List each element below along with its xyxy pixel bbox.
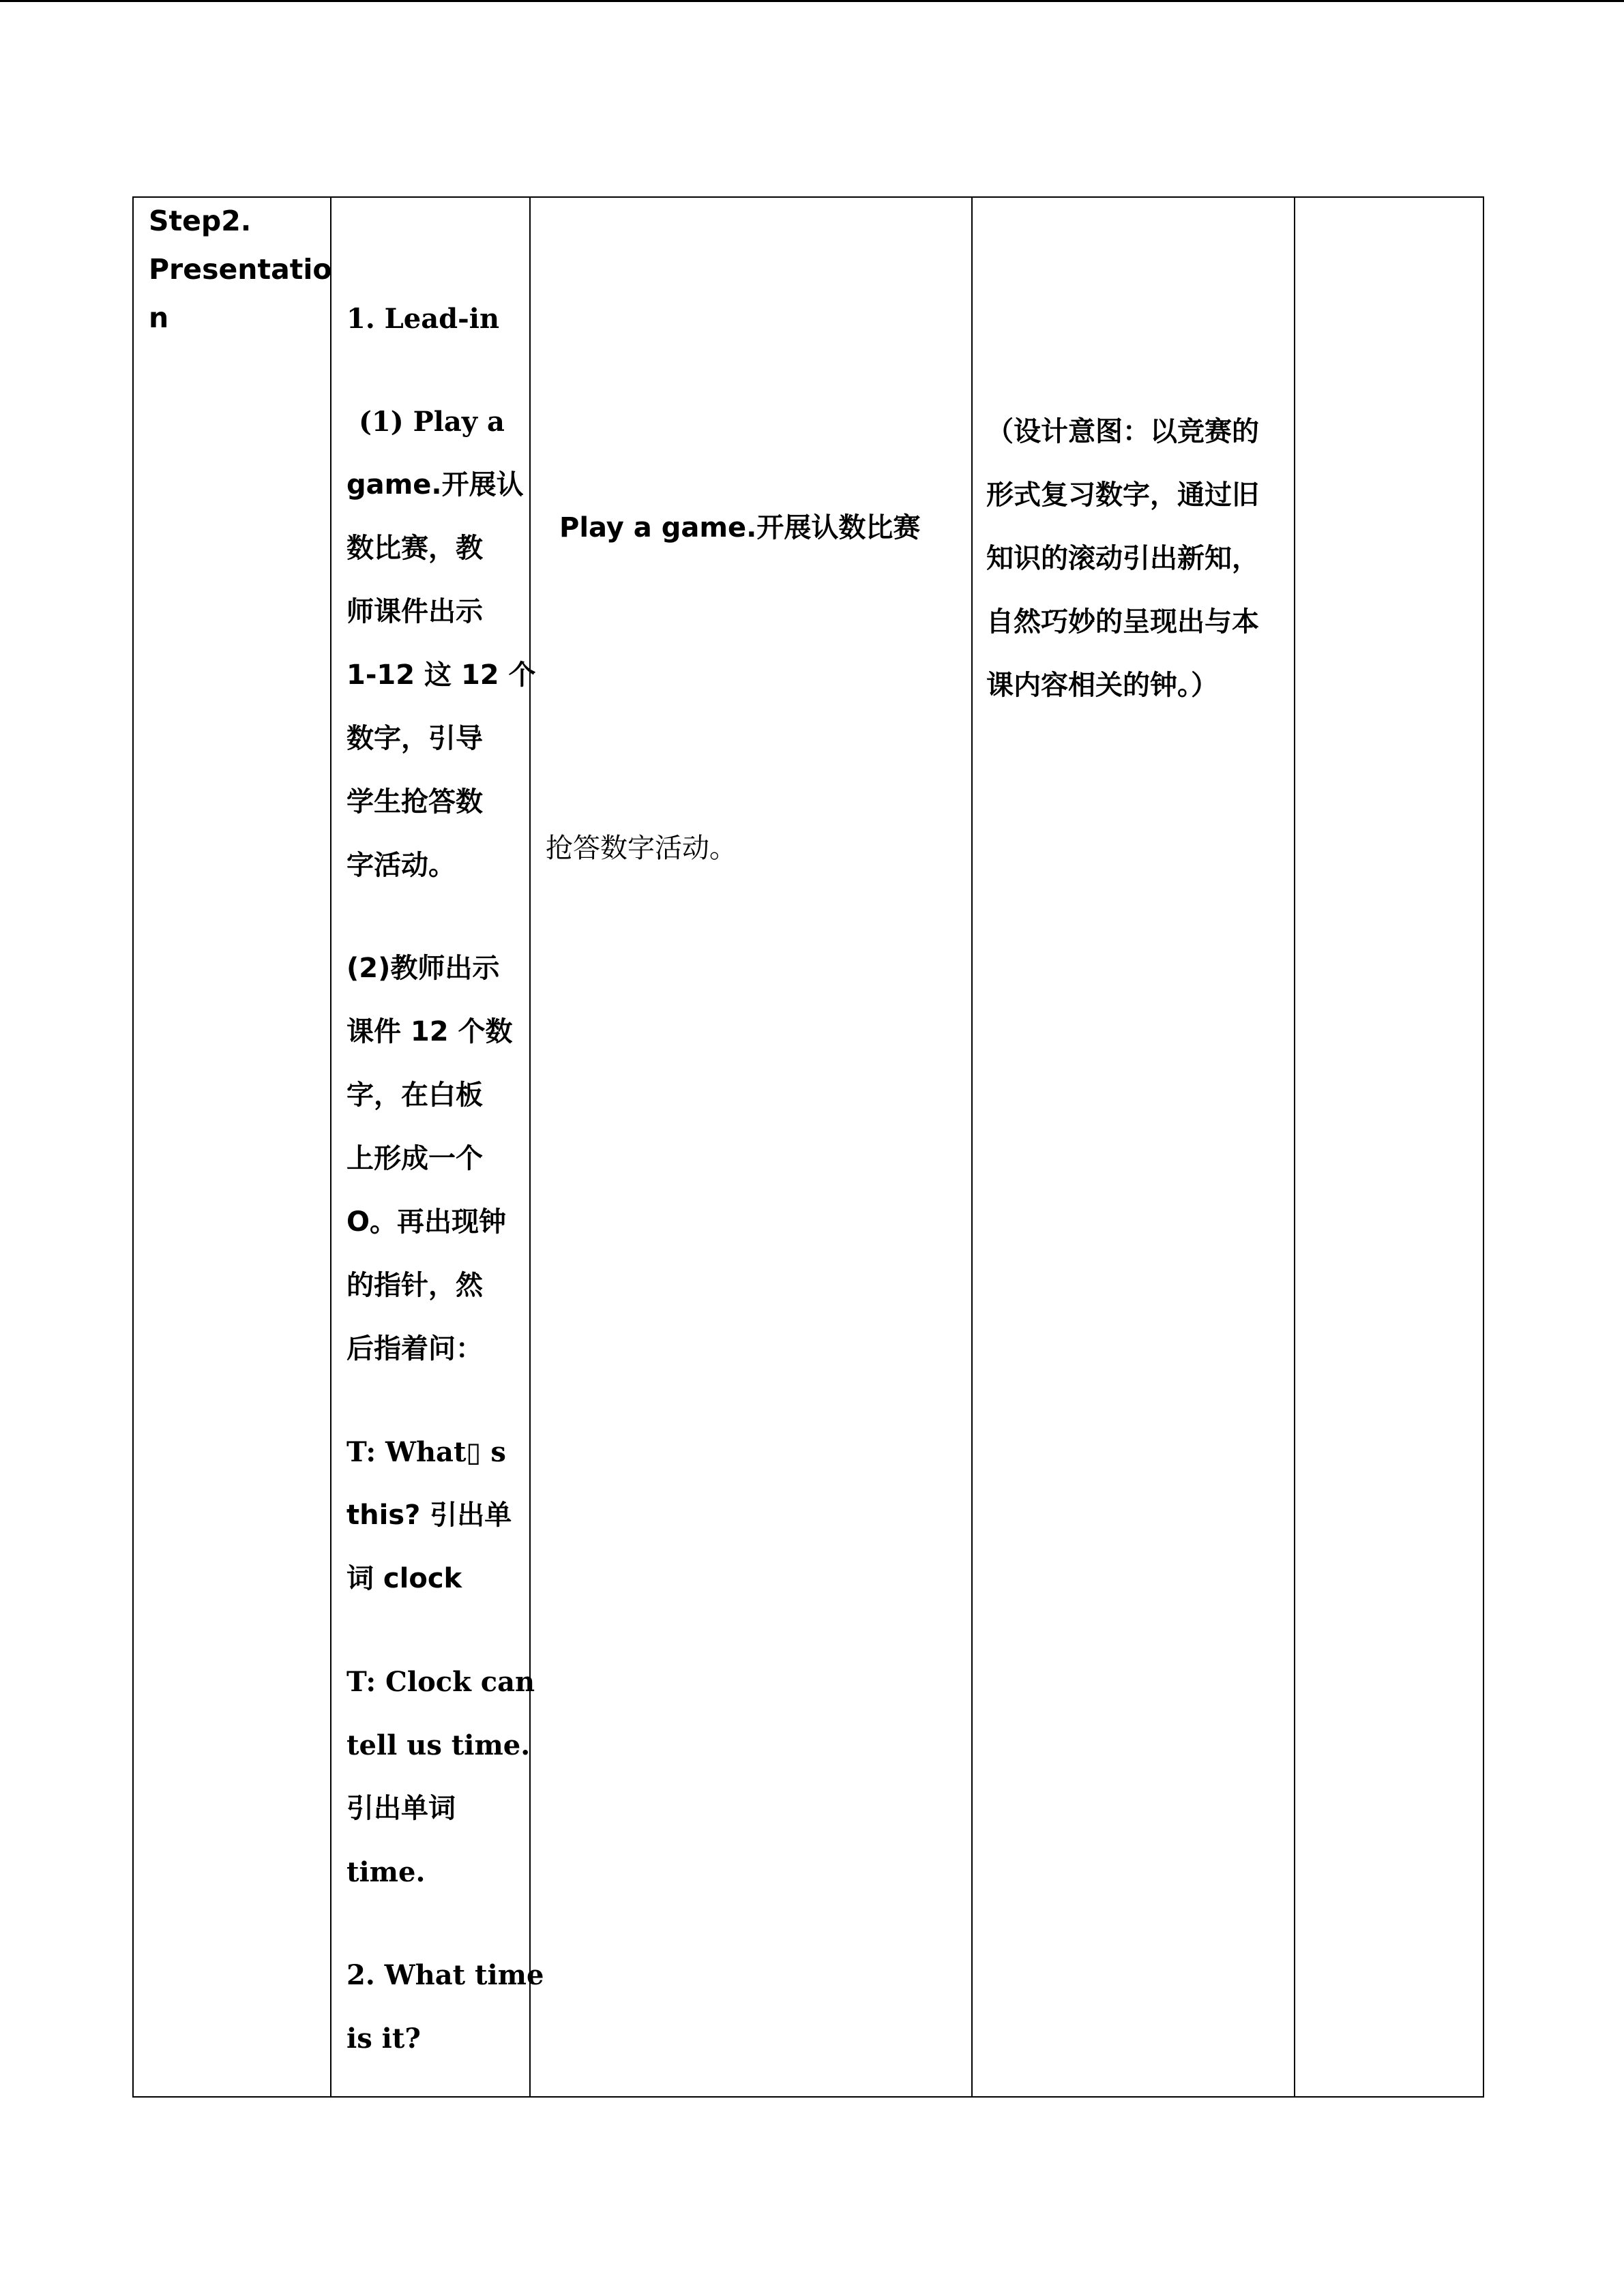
- play-game-line-8: 字活动。: [346, 850, 456, 881]
- clock-time-line-3: 引出单词: [346, 1793, 456, 1824]
- whats-this-line-1: T: What▯ s: [346, 1436, 506, 1468]
- play-game-line-6: 数字，引导: [346, 723, 483, 754]
- student-play-game: Play a game.开展认数比赛: [559, 512, 921, 543]
- page-top-rule: [0, 0, 1624, 2]
- step-label-line-1: Step2.: [149, 205, 252, 237]
- design-intent-line-2: 形式复习数字，通过旧: [986, 479, 1259, 511]
- notes-column: [1294, 198, 1486, 2096]
- lesson-plan-table: [132, 196, 1484, 2098]
- teacher-show-line-5: O。再出现钟: [346, 1206, 507, 1238]
- design-intent-line-5: 课内容相关的钟。）: [986, 670, 1218, 701]
- step-label-line-3: n: [149, 301, 169, 334]
- play-game-line-5: 1-12 这 12 个: [346, 659, 536, 691]
- lead-in-heading: 1. Lead-in: [346, 303, 500, 335]
- teacher-show-line-1: (2)教师出示: [346, 953, 500, 984]
- student-activity-column: [529, 198, 971, 2096]
- design-intent-line-1: （设计意图：以竞赛的: [986, 416, 1259, 447]
- design-intent-line-4: 自然巧妙的呈现出与本: [986, 606, 1259, 638]
- play-game-line-2: game.开展认: [346, 469, 524, 501]
- step-label-line-2: Presentatio: [149, 253, 332, 286]
- play-game-line-4: 师课件出示: [346, 596, 483, 627]
- clock-time-line-2: tell us time.: [346, 1729, 531, 1761]
- whats-this-line-3: 词 clock: [346, 1563, 462, 1594]
- what-time-line-2: is it?: [346, 2023, 421, 2055]
- play-game-line-3: 数比赛，教: [346, 533, 483, 564]
- whats-this-line-2: this? 引出单: [346, 1500, 512, 1531]
- play-game-line-7: 学生抢答数: [346, 786, 483, 818]
- teacher-show-line-2: 课件 12 个数: [346, 1016, 513, 1047]
- design-intent-column: [971, 198, 1294, 2096]
- what-time-line-1: 2. What time: [346, 1959, 544, 1991]
- design-intent-line-3: 知识的滚动引出新知，: [986, 543, 1259, 574]
- teacher-activity-column: [330, 198, 544, 2096]
- student-answer-numbers: 抢答数字活动。: [546, 833, 737, 864]
- teacher-show-line-3: 字，在白板: [346, 1079, 483, 1111]
- play-game-line-1: (1) Play a: [359, 406, 505, 438]
- teacher-show-line-6: 的指针，然: [346, 1270, 483, 1301]
- step-column: [134, 198, 330, 2096]
- clock-time-line-4: time.: [346, 1856, 426, 1888]
- teacher-show-line-4: 上形成一个: [346, 1143, 483, 1174]
- teacher-show-line-7: 后指着问：: [346, 1333, 483, 1365]
- clock-time-line-1: T: Clock can: [346, 1666, 535, 1698]
